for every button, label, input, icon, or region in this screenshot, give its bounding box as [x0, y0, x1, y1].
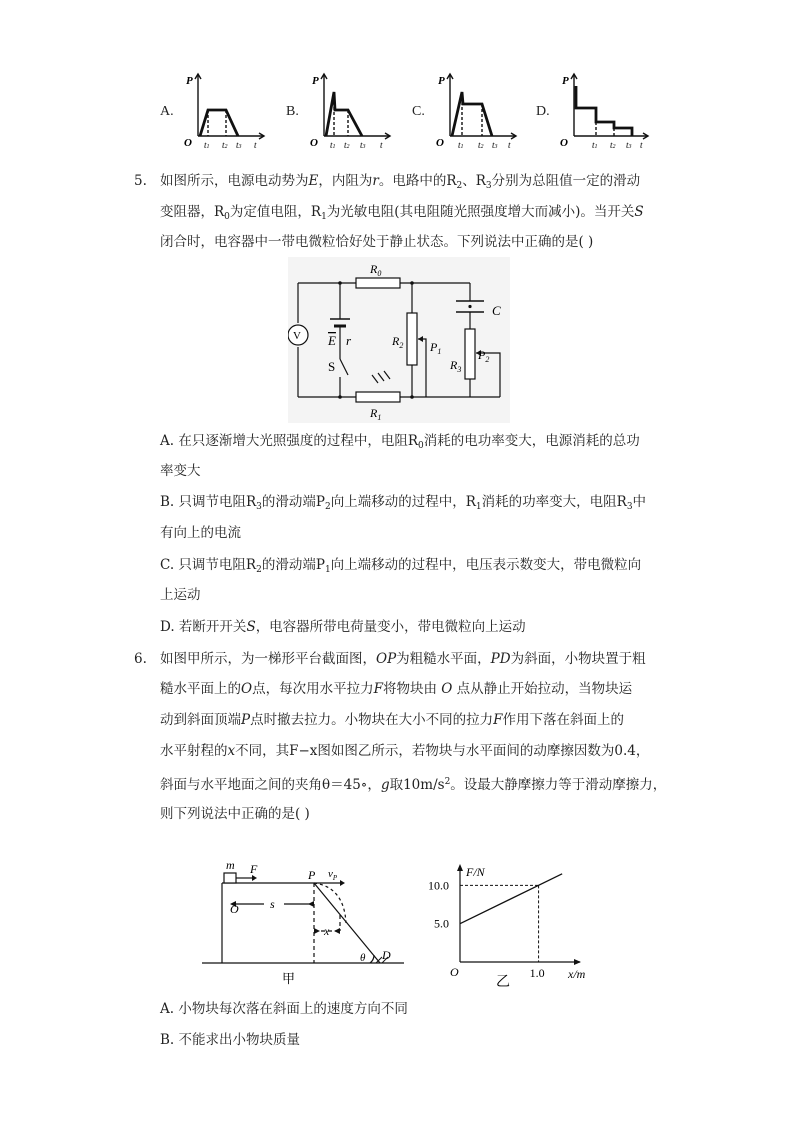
tick-t2: t2	[478, 140, 484, 150]
q5-option-b-cont: 有向上的电流	[160, 525, 241, 541]
label-vp: $v_P$	[328, 868, 338, 882]
label-o: O	[230, 902, 239, 916]
figure-jia	[200, 855, 410, 990]
axis-origin-label: O	[184, 137, 192, 149]
y-tick-label: 5.0	[434, 916, 449, 931]
tick-t1: t1	[330, 140, 336, 150]
label-r1: $R_1$	[370, 406, 382, 422]
q5-option-c: C. 只调节电阻$R_2$的滑动端$P_1$向上端移动的过程中，电压表示数变大，带电微粒向	[160, 557, 642, 575]
tick-t3: t3	[626, 140, 632, 150]
q6-stem-line2: 糙水平面上的O点，每次用水平拉力F将物块由 O 点从静止开始拉动，当物块运	[160, 681, 633, 697]
label-r0: $R_0$	[370, 262, 382, 278]
tick-t2: t2	[222, 140, 228, 150]
q5-number: 5.	[134, 173, 147, 189]
q6-stem-line4: 水平射程的x不同，其F−x图如图乙所示，若物块与水平面间的动摩擦因数为0.4，	[160, 743, 650, 759]
label-d: D	[382, 948, 391, 962]
axis-p-label: P	[562, 75, 569, 87]
label-p: P	[308, 868, 316, 882]
label-p1: $P_1$	[430, 340, 442, 356]
label-r3: $R_3$	[450, 358, 462, 374]
caption-jia: 甲	[282, 971, 296, 986]
q5-stem-line3: 闭合时，电容器中一带电微粒恰好处于静止状态。下列说法中正确的是( )	[160, 234, 594, 250]
q5-option-c-cont: 上运动	[160, 587, 201, 603]
label-m: m	[226, 858, 235, 872]
label-r2: $R_2$	[392, 334, 404, 350]
x-tick-label: 1.0	[529, 966, 545, 980]
tick-t2: t2	[610, 140, 616, 150]
rheostat-r2	[407, 313, 417, 365]
q6-number: 6.	[134, 651, 147, 667]
q6-option-a: A. 小物块每次落在斜面上的速度方向不同	[160, 1001, 408, 1017]
graph-option-a	[178, 70, 268, 150]
tick-t3: t3	[360, 140, 366, 150]
q6-stem-line3: 动到斜面顶端P点时撤去拉力。小物块在大小不同的拉力F作用下落在斜面上的	[160, 712, 624, 728]
tick-t1: t1	[204, 140, 210, 150]
incline-pd	[314, 883, 380, 963]
q6-option-b: B. 不能求出小物块质量	[160, 1032, 301, 1048]
option-a-label: A.	[160, 104, 174, 119]
axis-p-label: P	[186, 75, 193, 87]
y-tick-label: 10.0	[428, 878, 449, 893]
label-s: S	[328, 359, 336, 374]
tick-t3: t3	[492, 140, 498, 150]
label-v: V	[293, 330, 301, 342]
y-axis-label: F/N	[466, 865, 485, 879]
axis-origin-label: O	[310, 137, 318, 149]
label-f: F	[250, 862, 258, 876]
caption-yi: 乙	[496, 975, 510, 990]
series-line-f	[460, 874, 562, 924]
q5-option-a-cont: 率变大	[160, 463, 201, 479]
q5-stem-line2: 变阻器，$R_0$为定值电阻，$R_1$为光敏电阻(其电阻随光照强度增大而减小)。当开关S	[160, 204, 644, 222]
resistor-r0	[356, 278, 400, 288]
label-s: s	[270, 897, 275, 911]
q5-option-b: B. 只调节电阻$R_3$的滑动端$P_2$向上端移动的过程中，$R_1$消耗的功率变大，电阻$R_3$中	[160, 494, 647, 512]
axis-origin-label: O	[560, 137, 568, 149]
option-b-label: B.	[286, 104, 299, 119]
tick-t: t	[508, 140, 511, 150]
block-m	[224, 873, 236, 883]
label-p2: $P_2$	[478, 348, 490, 364]
rheostat-r3	[465, 329, 475, 379]
option-d-label: D.	[536, 104, 550, 119]
axis-origin-label: O	[436, 137, 444, 149]
tick-t1: t1	[458, 140, 464, 150]
q5-option-d: D. 若断开开关S，电容器所带电荷量变小，带电微粒向上运动	[160, 619, 526, 635]
x-axis-label: x/m	[568, 967, 586, 981]
tick-t2: t2	[344, 140, 350, 150]
q5-stem-line1: 如图所示，电源电动势为E，内阻为r。电路中的$R_2$、$R_3$分别为总阻值一定的滑动	[160, 173, 641, 191]
q6-stem-line1: 如图甲所示，为一梯形平台截面图，OP为粗糙水平面，PD为斜面，小物块置于粗	[160, 651, 646, 667]
label-e: E	[328, 333, 336, 348]
graph-option-c	[430, 70, 520, 150]
label-c: C	[492, 303, 501, 318]
graph-option-d	[554, 70, 654, 150]
label-x: x	[324, 924, 330, 938]
resistor-r1	[356, 392, 400, 402]
q6-stem-line5: 斜面与水平地面之间的夹角θ＝45∘，g取$10m/s^2$。设最大静摩擦力等于滑动摩擦力，	[160, 777, 667, 793]
axis-p-label: P	[438, 75, 445, 87]
tick-t1: t1	[592, 140, 598, 150]
option-c-label: C.	[412, 104, 425, 119]
label-theta: θ	[360, 952, 366, 964]
graph-option-b	[304, 70, 394, 150]
circuit-diagram	[288, 257, 510, 423]
tick-t: t	[254, 140, 257, 150]
tick-t: t	[640, 140, 643, 150]
figure-yi-chart	[420, 860, 600, 990]
q4-options	[150, 70, 670, 150]
tick-t3: t3	[236, 140, 242, 150]
axis-p-label: P	[312, 75, 319, 87]
origin-label: O	[450, 965, 459, 979]
label-r-internal: r	[346, 333, 352, 348]
q5-option-a: A. 在只逐渐增大光照强度的过程中，电阻$R_0$消耗的电功率变大，电源消耗的总功	[160, 433, 640, 451]
q6-stem-line6: 则下列说法中正确的是( )	[160, 806, 310, 822]
tick-t: t	[380, 140, 383, 150]
